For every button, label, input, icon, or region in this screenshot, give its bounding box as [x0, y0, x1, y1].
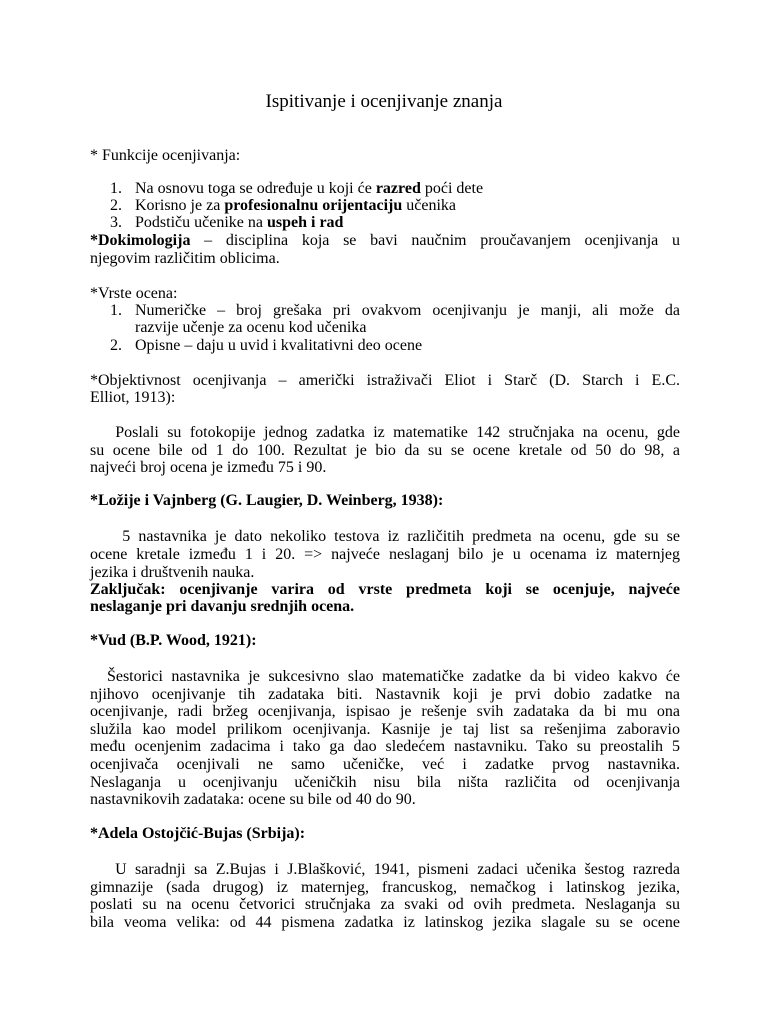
- list-item-continued: razvije učenje za ocenu kod učenika: [135, 319, 367, 336]
- list-number: 3.: [110, 214, 122, 231]
- functions-heading: * Funkcije ocenjivanja:: [90, 147, 241, 164]
- paragraph-line: Elliot, 1913):: [90, 389, 176, 406]
- list-item: Korisno je za profesionalnu orijentaciju učenika: [135, 197, 456, 214]
- paragraph-line: bila veoma velika: od 44 pismena zadatka iz latinskog jezika slagale su se ocene: [90, 914, 680, 931]
- paragraph-line: ocenjivanje, radi bržeg ocenjivanja, ispisao je rešenje svih zadataka da bi mu ona: [90, 703, 680, 720]
- conclusion-line: Zaključak: ocenjivanje varira od vrste predmeta koji se ocenjuje, najveće: [90, 581, 680, 598]
- conclusion-line: neslaganje pri davanju srednjih ocena.: [90, 598, 355, 615]
- section-heading: *Ložije i Vajnberg (G. Laugier, D. Weinberg, 1938):: [90, 492, 444, 509]
- list-number: 2.: [110, 197, 122, 214]
- paragraph-line: služila kao model prilikom ocenjivanja. Kasnije je taj list sa rešenjima zaboravio: [90, 721, 680, 738]
- paragraph-line: među ocenjenim zadacima i tako ga dao sledećem nastavniku. Tako su preostalih 5: [90, 738, 680, 755]
- paragraph-line: ocene kretale između 1 i 20. => najveće neslaganj bilo je u ocenama iz maternjeg: [90, 546, 680, 563]
- paragraph-line: najveći broj ocena je između 75 i 90.: [90, 459, 327, 476]
- paragraph-line: U saradnji sa Z.Bujas i J.Blašković, 1941, pismeni zadaci učenika šestog razreda: [90, 861, 680, 878]
- section-heading: *Vud (B.P. Wood, 1921):: [90, 632, 257, 649]
- section-heading: *Adela Ostojčić-Bujas (Srbija):: [90, 825, 306, 842]
- list-item: Podstiču učenike na uspeh i rad: [135, 214, 344, 231]
- list-number: 1.: [110, 180, 122, 197]
- paragraph-line: ocenjivača ocenjivali ne samo učeničke, već i zadatke prvog nastavnika.: [90, 756, 680, 773]
- paragraph-line: *Objektivnost ocenjivanja – američki istraživači Eliot i Starč (D. Starch i E.C.: [90, 372, 680, 389]
- paragraph-line: nastavnikovih zadataka: ocene su bile od 40 do 90.: [90, 791, 416, 808]
- list-number: 2.: [110, 337, 122, 354]
- list-number: 1.: [110, 302, 122, 319]
- list-item: Numeričke – broj grešaka pri ovakvom ocenjivanju je manji, ali može da: [135, 302, 680, 319]
- section-heading: *Vrste ocena:: [90, 285, 178, 302]
- paragraph-line: jezika i društvenih nauka.: [90, 564, 255, 581]
- paragraph-line: poslati su na ocenu četvorici stručnjaka za svaki od ovih predmeta. Neslaganja su: [90, 896, 680, 913]
- paragraph-line: su ocene bile od 1 do 100. Rezultat je bio da su se ocene kretale od 50 do 98, a: [90, 442, 680, 459]
- paragraph-line: *Dokimologija – disciplina koja se bavi naučnim proučavanjem ocenjivanja u: [90, 232, 680, 249]
- paragraph-line: Poslali su fotokopije jednog zadatka iz matematike 142 stručnjaka na ocenu, gde: [90, 424, 680, 441]
- paragraph-line: gimnazije (sada drugog) iz maternjeg, francuskog, nemačkog i latinskog jezika,: [90, 879, 680, 896]
- paragraph-line: 5 nastavnika je dato nekoliko testova iz različitih predmeta na ocenu, gde su se: [90, 528, 680, 545]
- list-item: Opisne – daju u uvid i kvalitativni deo ocene: [135, 337, 423, 354]
- paragraph-line: njihovo ocenjivanje tih zadataka biti. Nastavnik koji je prvi dobio zadatke na: [90, 686, 680, 703]
- paragraph-line: Šestorici nastavnika je sukcesivno slao matematičke zadatke da bi video kakvo će: [90, 668, 680, 685]
- list-item: Na osnovu toga se određuje u koji će razred poći dete: [135, 180, 484, 197]
- paragraph-line: Neslaganja u ocenjivanju učeničkih nisu bila ništa različita od ocenjivanja: [90, 774, 680, 791]
- paragraph-line: njegovim različitim oblicima.: [90, 250, 280, 267]
- page-title: Ispitivanje i ocenjivanje znanja: [265, 91, 503, 112]
